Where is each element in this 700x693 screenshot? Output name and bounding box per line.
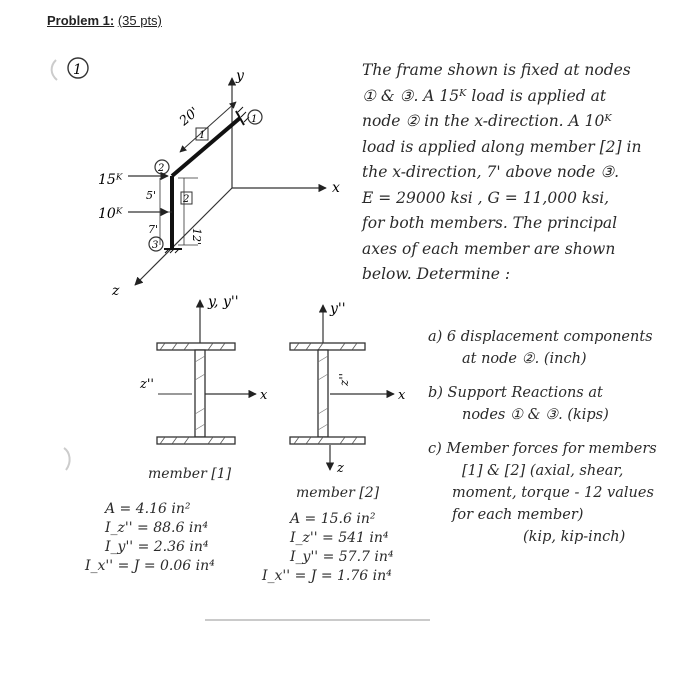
node-3-support xyxy=(149,237,182,253)
statement-line: below. Determine : xyxy=(362,265,511,283)
question-c-line1: c) Member forces for members xyxy=(428,441,657,457)
member-2-area: A = 15.6 in² xyxy=(290,511,376,527)
question-a-line2: at node ②. (inch) xyxy=(462,351,587,367)
statement-line: the x-direction, 7' above node ③. xyxy=(362,163,620,181)
load-15k-label: 15ᴷ xyxy=(98,172,123,188)
node-1-support xyxy=(236,107,262,125)
section-2-x-label: x xyxy=(398,388,406,403)
member-2-iz: I_z'' = 541 in⁴ xyxy=(290,530,389,546)
load-10k-label: 10ᴷ xyxy=(98,206,123,222)
axis-z-label: z xyxy=(112,283,120,299)
member-2-ix: I_x'' = J = 1.76 in⁴ xyxy=(262,568,392,584)
member-1-label: 1 xyxy=(199,130,206,141)
section-1-web xyxy=(195,350,205,437)
member-2-caption: member [2] xyxy=(296,485,380,501)
question-c-line3: moment, torque - 12 values xyxy=(452,485,654,501)
member-1-properties xyxy=(85,500,215,576)
node-3-label: 3 xyxy=(152,240,159,251)
member-1-iz: I_z'' = 88.6 in⁴ xyxy=(105,520,208,536)
node-2-label: 2 xyxy=(158,163,165,174)
load-15k xyxy=(98,172,168,188)
member-1-ix: I_x'' = J = 0.06 in⁴ xyxy=(85,558,215,574)
statement-line: axes of each member are shown xyxy=(362,239,616,258)
question-c-units: (kip, kip-inch) xyxy=(523,529,626,545)
section-2-web xyxy=(318,350,328,437)
questions-list xyxy=(428,326,657,548)
section-1-bottom-flange xyxy=(157,437,235,444)
member-1-area: A = 4.16 in² xyxy=(105,501,191,517)
statement-line: load is applied along member [2] in xyxy=(362,137,642,156)
scan-mark-1 xyxy=(52,60,57,80)
section-2 xyxy=(290,301,406,476)
dim-12-label: 12' xyxy=(190,228,203,246)
dim-7-label: 7' xyxy=(148,223,159,236)
question-a-line1: a) 6 displacement components xyxy=(428,329,653,345)
problem-title: Problem 1: xyxy=(47,13,115,28)
node-2 xyxy=(155,160,169,174)
member-1-iy: I_y'' = 2.36 in⁴ xyxy=(105,539,209,555)
member-1-caption: member [1] xyxy=(148,466,232,482)
statement-line: ① & ③. A 15ᴷ load is applied at xyxy=(362,86,607,105)
node-1-label: 1 xyxy=(251,114,258,125)
statement-line: The frame shown is fixed at nodes xyxy=(362,61,631,79)
load-10k xyxy=(98,206,168,222)
question-c-line2: [1] & [2] (axial, shear, xyxy=(462,463,624,479)
question-b-line2: nodes ① & ③. (kips) xyxy=(462,407,609,423)
section-2-y-label: y'' xyxy=(330,301,346,317)
axis-y-label: y xyxy=(236,68,244,84)
statement-line: node ② in the x-direction. A 10ᴷ xyxy=(362,112,612,130)
section-1-z-label: z'' xyxy=(140,377,154,392)
dim-5-label: 5' xyxy=(146,189,157,202)
question-b-line1: b) Support Reactions at xyxy=(428,385,603,401)
corner-label-text: 1 xyxy=(73,62,82,78)
section-2-top-flange xyxy=(290,343,365,350)
statement-line: E = 29000 ksi , G = 11,000 ksi, xyxy=(362,188,610,207)
question-c-line4: for each member) xyxy=(452,507,584,523)
problem-points: (35 pts) xyxy=(117,13,162,28)
global-axes xyxy=(111,68,340,299)
axis-x-label: x xyxy=(332,180,340,196)
section-1-top-flange xyxy=(157,343,235,350)
section-1-y-label: y, y'' xyxy=(208,294,239,310)
section-2-z-label: z'' xyxy=(337,373,351,386)
section-1 xyxy=(139,294,268,444)
section-1-x-label: x xyxy=(260,388,268,403)
scan-mark-2 xyxy=(64,448,70,470)
section-2-z-down-label: z xyxy=(337,461,344,476)
member-2-iy: I_y'' = 57.7 in⁴ xyxy=(290,549,394,565)
problem-statement xyxy=(362,58,682,288)
member-1 xyxy=(172,102,240,176)
statement-line: for both members. The principal xyxy=(362,214,618,232)
section-2-bottom-flange xyxy=(290,437,365,444)
corner-label xyxy=(68,58,88,78)
member-2-label: 2 xyxy=(183,194,190,205)
member-1-length: 20' xyxy=(176,104,202,130)
member-2-properties xyxy=(262,510,394,586)
